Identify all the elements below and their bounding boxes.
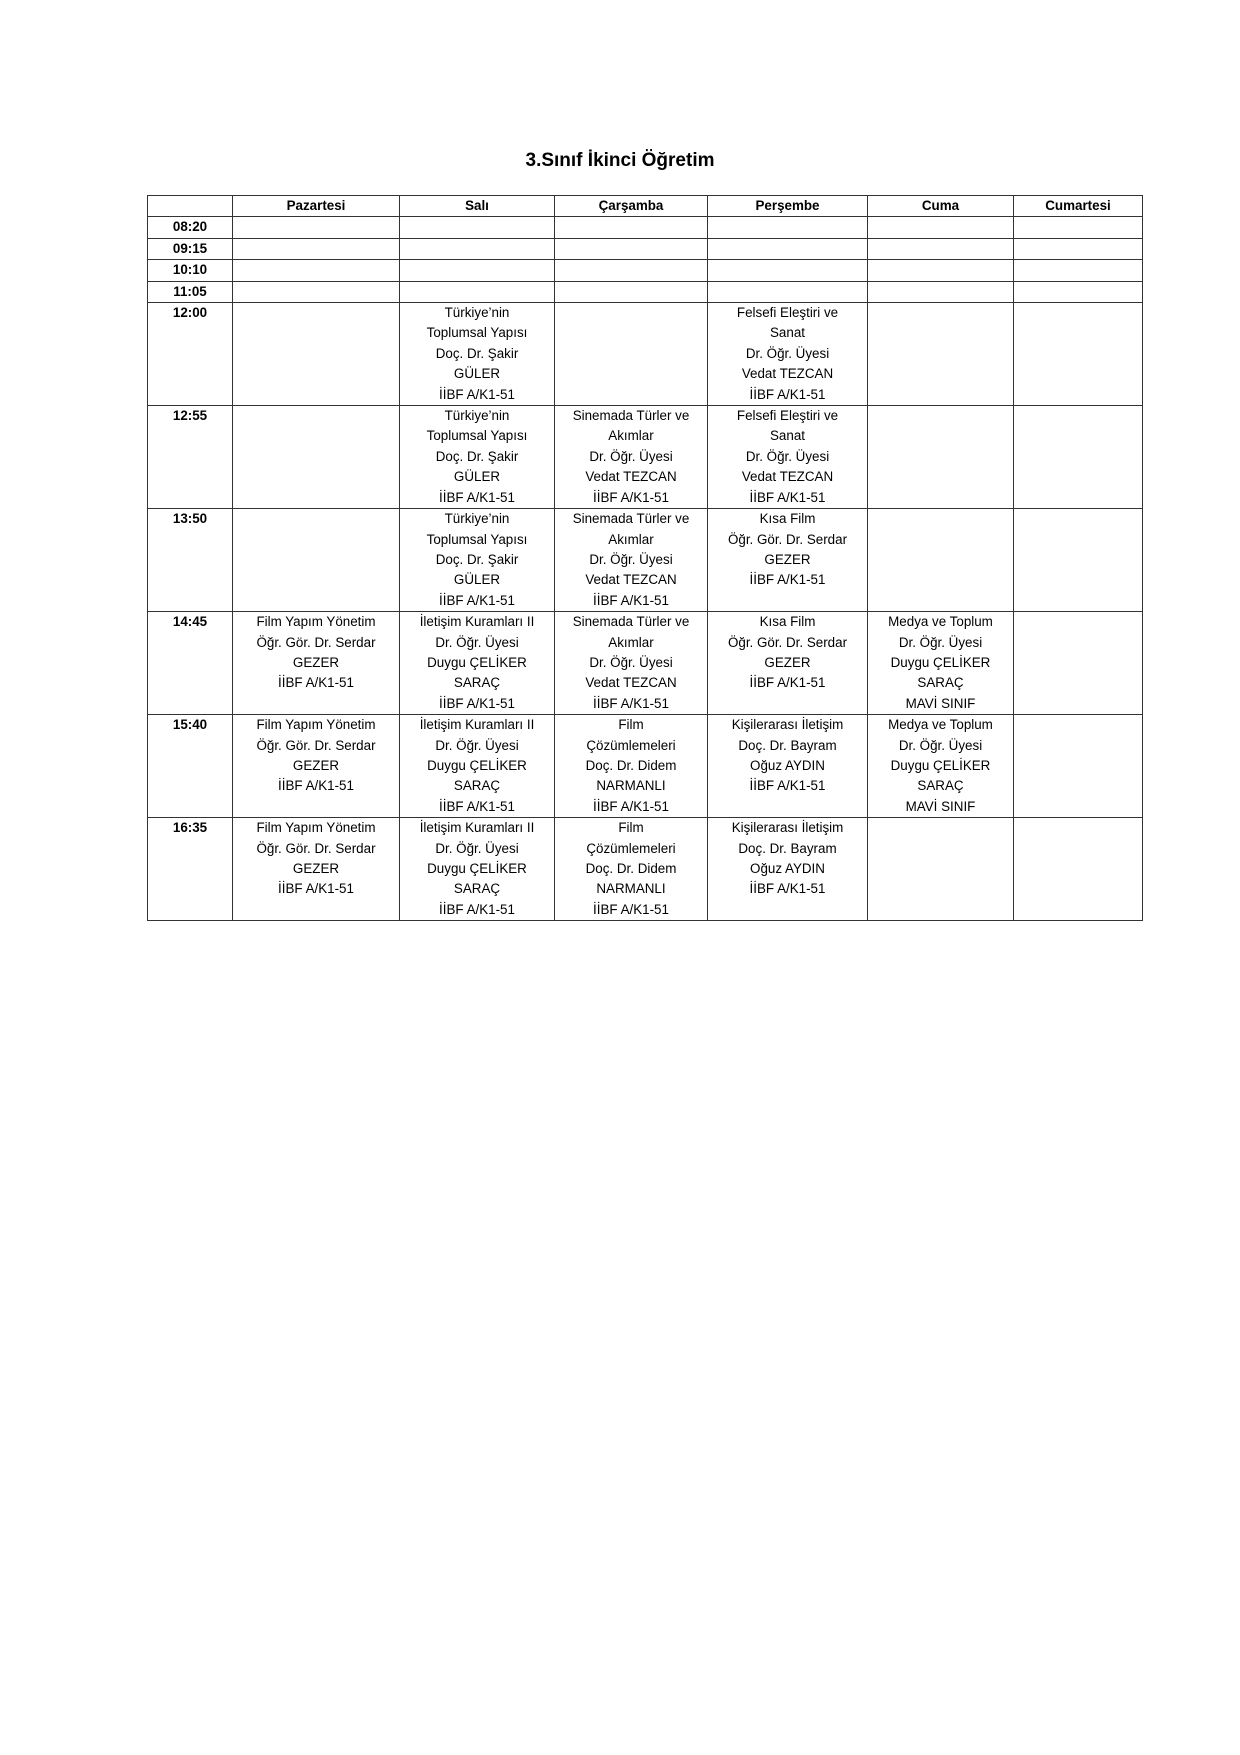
empty-cell [1014, 238, 1143, 259]
course-line: İİBF A/K1-51 [439, 386, 515, 402]
empty-cell [868, 238, 1014, 259]
course-cell [708, 818, 868, 921]
course-line: İİBF A/K1-51 [593, 592, 669, 608]
course-cell [400, 509, 555, 612]
day-header: Cumartesi [1014, 196, 1143, 217]
empty-cell [1014, 217, 1143, 238]
course-line: Akımlar [608, 634, 654, 650]
table-row [148, 238, 1143, 259]
corner-cell [148, 196, 233, 217]
empty-cell [555, 238, 708, 259]
course-line: İİBF A/K1-51 [749, 675, 826, 691]
course-line: Medya ve Toplum [888, 717, 993, 733]
course-line: MAVİ SINIF [905, 798, 976, 814]
course-cell [400, 612, 555, 715]
course-line: Vedat TEZCAN [585, 572, 677, 588]
course-line: SARAÇ [453, 881, 501, 897]
table-row [148, 281, 1143, 302]
empty-cell [555, 281, 708, 302]
course-line: İİBF A/K1-51 [749, 572, 826, 588]
course-line: Oğuz AYDIN [750, 757, 825, 773]
empty-cell [868, 281, 1014, 302]
course-line: İİBF A/K1-51 [749, 778, 826, 794]
course-line: İİBF A/K1-51 [749, 386, 826, 402]
course-line: Kısa Film [759, 511, 816, 527]
empty-cell [400, 260, 555, 281]
empty-cell [1014, 818, 1143, 921]
course-line: İİBF A/K1-51 [593, 798, 669, 814]
course-line: Türkiye’nin [444, 408, 510, 424]
course-cell [233, 715, 400, 818]
table-row [148, 509, 1143, 612]
course-line: Doç. Dr. Şakir [435, 448, 519, 464]
course-line: İİBF A/K1-51 [593, 695, 669, 711]
course-line: GEZER [764, 551, 811, 567]
empty-cell [708, 238, 868, 259]
course-line: Kişilerarası İletişim [731, 820, 844, 836]
course-cell [555, 612, 708, 715]
table-row [148, 217, 1143, 238]
course-cell [400, 406, 555, 509]
course-line: Toplumsal Yapısı [426, 325, 528, 341]
course-line: GÜLER [453, 469, 501, 485]
course-line: İİBF A/K1-51 [593, 489, 669, 505]
empty-cell [555, 260, 708, 281]
course-line: Çözümlemeleri [586, 737, 676, 753]
course-line: Doç. Dr. Şakir [435, 551, 519, 567]
course-line: Doç. Dr. Bayram [738, 737, 837, 753]
time-slot: 16:35 [148, 818, 233, 921]
course-line: MAVİ SINIF [905, 695, 976, 711]
course-line: Toplumsal Yapısı [426, 531, 528, 547]
course-line: Türkiye’nin [444, 305, 510, 321]
empty-cell [868, 406, 1014, 509]
course-line: Dr. Öğr. Üyesi [589, 551, 673, 567]
course-cell [555, 715, 708, 818]
course-line: Felsefi Eleştiri ve [736, 408, 839, 424]
course-line: NARMANLI [596, 778, 666, 794]
course-line: Film [618, 717, 644, 733]
empty-cell [233, 509, 400, 612]
course-cell [708, 612, 868, 715]
course-line: İİBF A/K1-51 [278, 778, 354, 794]
empty-cell [1014, 281, 1143, 302]
course-line: İİBF A/K1-51 [278, 881, 354, 897]
empty-cell [233, 281, 400, 302]
course-line: Sinemada Türler ve [572, 408, 690, 424]
empty-cell [1014, 509, 1143, 612]
course-line: Duygu ÇELİKER [427, 654, 527, 670]
time-slot: 14:45 [148, 612, 233, 715]
course-cell [708, 406, 868, 509]
time-slot: 12:55 [148, 406, 233, 509]
course-line: Sinemada Türler ve [572, 511, 690, 527]
course-line: Duygu ÇELİKER [890, 757, 991, 773]
course-line: Toplumsal Yapısı [426, 428, 528, 444]
course-line: Film [618, 820, 644, 836]
schedule-table [147, 195, 1143, 921]
empty-cell [1014, 612, 1143, 715]
day-header: Çarşamba [555, 196, 708, 217]
course-line: Film Yapım Yönetim [256, 717, 376, 733]
course-line: Öğr. Gör. Dr. Serdar [256, 840, 376, 856]
course-line: İİBF A/K1-51 [749, 489, 826, 505]
course-line: Dr. Öğr. Üyesi [435, 634, 519, 650]
course-line: Öğr. Gör. Dr. Serdar [727, 634, 848, 650]
course-line: İİBF A/K1-51 [439, 489, 515, 505]
day-header: Cuma [868, 196, 1014, 217]
course-line: Akımlar [608, 428, 654, 444]
course-line: Dr. Öğr. Üyesi [435, 840, 519, 856]
course-cell [555, 406, 708, 509]
course-line: Dr. Öğr. Üyesi [589, 654, 673, 670]
course-line: İİBF A/K1-51 [593, 901, 669, 917]
course-line: İİBF A/K1-51 [278, 675, 354, 691]
page-title: 3.Sınıf İkinci Öğretim [525, 150, 715, 171]
time-slot: 09:15 [148, 238, 233, 259]
course-line: Film Yapım Yönetim [256, 614, 376, 630]
course-line: SARAÇ [917, 675, 964, 691]
course-line: İletişim Kuramları II [419, 717, 535, 733]
course-line: Akımlar [608, 531, 654, 547]
time-slot: 15:40 [148, 715, 233, 818]
day-header: Salı [400, 196, 555, 217]
course-line: Türkiye’nin [444, 511, 510, 527]
course-line: Oğuz AYDIN [750, 861, 825, 876]
course-line: Doç. Dr. Şakir [435, 345, 519, 361]
course-line: GEZER [292, 757, 340, 773]
course-cell [555, 509, 708, 612]
empty-cell [555, 217, 708, 238]
empty-cell [1014, 260, 1143, 281]
course-line: Doç. Dr. Bayram [738, 840, 837, 856]
course-line: GEZER [764, 654, 811, 670]
course-line: Sinemada Türler ve [572, 614, 690, 630]
empty-cell [233, 303, 400, 406]
course-line: Sanat [770, 428, 805, 444]
header-row [148, 196, 1143, 217]
course-line: SARAÇ [917, 778, 964, 794]
course-cell [868, 612, 1014, 715]
course-line: Kişilerarası İletişim [731, 717, 844, 733]
table-row [148, 260, 1143, 281]
table-row [148, 612, 1143, 715]
course-line: İİBF A/K1-51 [439, 592, 515, 608]
empty-cell [708, 217, 868, 238]
empty-cell [708, 281, 868, 302]
empty-cell [1014, 715, 1143, 818]
course-line: Felsefi Eleştiri ve [736, 305, 839, 321]
course-line: Öğr. Gör. Dr. Serdar [256, 737, 376, 753]
course-line: Sanat [770, 325, 805, 341]
course-line: Öğr. Gör. Dr. Serdar [727, 531, 848, 547]
course-line: GÜLER [453, 366, 501, 382]
empty-cell [708, 260, 868, 281]
empty-cell [233, 217, 400, 238]
course-line: Kısa Film [759, 614, 816, 630]
course-line: Vedat TEZCAN [741, 366, 834, 382]
course-line: Film Yapım Yönetim [256, 820, 376, 836]
day-header: Pazartesi [233, 196, 400, 217]
table-row [148, 715, 1143, 818]
course-line: Doç. Dr. Didem [585, 861, 677, 876]
course-line: Vedat TEZCAN [741, 469, 834, 485]
time-slot: 10:10 [148, 260, 233, 281]
course-line: SARAÇ [453, 778, 501, 794]
empty-cell [1014, 303, 1143, 406]
course-line: Dr. Öğr. Üyesi [435, 737, 519, 753]
course-line: Vedat TEZCAN [585, 469, 677, 485]
course-cell [708, 715, 868, 818]
course-cell [400, 715, 555, 818]
table-row [148, 303, 1143, 406]
course-cell [400, 303, 555, 406]
course-line: Çözümlemeleri [586, 840, 676, 856]
empty-cell [400, 238, 555, 259]
time-slot: 11:05 [148, 281, 233, 302]
course-cell [233, 612, 400, 715]
course-cell [233, 818, 400, 921]
course-line: SARAÇ [453, 675, 501, 691]
course-line: Vedat TEZCAN [585, 675, 677, 691]
course-line: İİBF A/K1-51 [439, 901, 515, 917]
course-line: Dr. Öğr. Üyesi [898, 634, 983, 650]
course-cell [555, 818, 708, 921]
course-line: Öğr. Gör. Dr. Serdar [256, 634, 376, 650]
empty-cell [233, 238, 400, 259]
course-line: Duygu ÇELİKER [890, 654, 991, 670]
table-row [148, 818, 1143, 921]
empty-cell [233, 260, 400, 281]
empty-cell [400, 281, 555, 302]
empty-cell [868, 217, 1014, 238]
schedule-body [148, 217, 1143, 921]
course-cell [400, 818, 555, 921]
course-line: İİBF A/K1-51 [439, 798, 515, 814]
empty-cell [1014, 406, 1143, 509]
course-line: Duygu ÇELİKER [427, 861, 527, 876]
empty-cell [400, 217, 555, 238]
course-cell [708, 509, 868, 612]
course-line: Doç. Dr. Didem [585, 757, 677, 773]
course-line: Dr. Öğr. Üyesi [589, 448, 673, 464]
course-line: Duygu ÇELİKER [427, 757, 527, 773]
course-line: NARMANLI [596, 881, 666, 897]
course-line: İİBF A/K1-51 [439, 695, 515, 711]
course-line: Dr. Öğr. Üyesi [745, 448, 830, 464]
time-slot: 13:50 [148, 509, 233, 612]
empty-cell [868, 509, 1014, 612]
course-line: Dr. Öğr. Üyesi [898, 737, 983, 753]
course-line: İletişim Kuramları II [419, 820, 535, 836]
course-cell [708, 303, 868, 406]
course-line: GEZER [292, 654, 340, 670]
empty-cell [868, 303, 1014, 406]
table-row [148, 406, 1143, 509]
course-line: Dr. Öğr. Üyesi [745, 345, 830, 361]
course-line: GÜLER [453, 572, 501, 588]
course-cell [868, 715, 1014, 818]
empty-cell [868, 260, 1014, 281]
course-line: GEZER [292, 861, 340, 876]
day-header: Perşembe [708, 196, 868, 217]
course-line: İİBF A/K1-51 [749, 881, 826, 897]
empty-cell [555, 303, 708, 406]
course-line: İletişim Kuramları II [419, 614, 535, 630]
course-line: Medya ve Toplum [888, 614, 993, 630]
time-slot: 12:00 [148, 303, 233, 406]
empty-cell [233, 406, 400, 509]
empty-cell [868, 818, 1014, 921]
time-slot: 08:20 [148, 217, 233, 238]
